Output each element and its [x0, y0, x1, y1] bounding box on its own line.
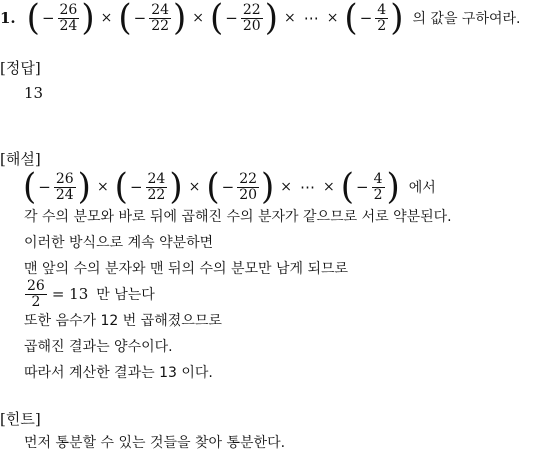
- times-sign: ×: [280, 179, 293, 195]
- solution-formula: [22, 168, 436, 206]
- minus-sign: −: [356, 178, 369, 196]
- ellipsis: ⋯: [303, 9, 319, 27]
- answer-value: 13: [24, 84, 44, 102]
- minus-sign: −: [133, 9, 147, 27]
- fraction-numerator: 22: [239, 170, 258, 187]
- solution-line-7: 따라서 계산한 결과는 13 이다.: [24, 365, 213, 381]
- paren-close: ): [173, 0, 187, 40]
- fraction-numerator: 26: [59, 1, 78, 18]
- fraction: [54, 172, 76, 203]
- problem-statement: [0, 0, 521, 40]
- hint-label: [힌트]: [0, 410, 41, 428]
- fraction: [146, 172, 168, 203]
- fraction-numerator: 24: [147, 170, 166, 187]
- solution-result: [24, 276, 155, 312]
- solution-line-1: 각 수의 분모와 바로 뒤에 곱해진 수의 분자가 같으므로 서로 약분된다.: [24, 209, 452, 225]
- times-sign: ×: [96, 179, 109, 195]
- paren-open: (: [210, 0, 224, 40]
- times-sign: ×: [323, 179, 335, 195]
- result-text: 만 남는다: [96, 287, 155, 303]
- minus-sign: −: [41, 9, 55, 27]
- fraction-denominator: 20: [242, 17, 261, 34]
- fraction-numerator: 4: [373, 170, 383, 187]
- fraction-denominator: 22: [147, 186, 166, 203]
- problem-number: 1.: [0, 9, 16, 27]
- solution-line-2: 이러한 방식으로 계속 약분하면: [24, 235, 214, 251]
- paren-open: (: [114, 166, 128, 208]
- fraction-denominator: 24: [59, 17, 78, 34]
- fraction-denominator: 20: [239, 186, 258, 203]
- paren-open: (: [26, 0, 40, 40]
- paren-close: ): [77, 166, 91, 208]
- fraction: [241, 3, 263, 34]
- fraction-numerator: 26: [55, 170, 74, 187]
- paren-close: ): [81, 0, 95, 40]
- fraction-denominator: 24: [55, 186, 74, 203]
- times-sign: ×: [283, 10, 296, 26]
- problem-formula: [26, 0, 405, 40]
- paren-close: ): [386, 166, 400, 208]
- paren-close: ): [264, 0, 278, 40]
- fraction: [237, 172, 259, 203]
- solution-line-5: 또한 음수가 12 번 곱해졌으므로: [24, 313, 222, 329]
- minus-sign: −: [225, 9, 238, 27]
- minus-sign: −: [359, 9, 373, 27]
- times-sign: ×: [326, 10, 339, 26]
- fraction: [375, 3, 388, 34]
- solution-line-6: 곱해진 결과는 양수이다.: [24, 339, 173, 355]
- solution-formula-suffix: 에서: [408, 180, 436, 196]
- result-fraction: [25, 279, 47, 310]
- fraction-numerator: 26: [27, 277, 45, 294]
- paren-close: ): [390, 0, 404, 40]
- minus-sign: −: [221, 178, 235, 196]
- paren-open: (: [340, 166, 355, 208]
- fraction-denominator: 2: [377, 17, 387, 34]
- hint-text: 먼저 통분할 수 있는 것들을 찾아 통분한다.: [24, 435, 286, 451]
- problem-suffix: 의 값을 구하여라.: [412, 11, 521, 27]
- times-sign: ×: [192, 10, 205, 26]
- fraction-denominator: 2: [31, 293, 41, 310]
- answer-label: [정답]: [0, 59, 41, 77]
- minus-sign: −: [38, 178, 51, 196]
- times-sign: ×: [188, 179, 201, 195]
- paren-close: ): [261, 166, 275, 208]
- minus-sign: −: [129, 178, 143, 196]
- result-equation: = 13: [51, 285, 89, 303]
- fraction-denominator: 22: [151, 17, 170, 34]
- times-sign: ×: [100, 10, 113, 26]
- solution-line-3: 맨 앞의 수의 분자와 맨 뒤의 수의 분모만 남게 되므로: [24, 261, 349, 277]
- ellipsis: ⋯: [300, 178, 316, 196]
- paren-open: (: [206, 166, 220, 208]
- fraction-numerator: 4: [377, 1, 387, 18]
- paren-open: (: [344, 0, 358, 40]
- fraction: [149, 3, 171, 34]
- paren-open: (: [118, 0, 132, 40]
- paren-close: ): [169, 166, 183, 208]
- fraction: [58, 3, 80, 34]
- fraction: [372, 172, 385, 203]
- fraction-denominator: 2: [373, 186, 383, 203]
- fraction-numerator: 22: [242, 1, 261, 18]
- fraction-numerator: 24: [151, 1, 170, 18]
- paren-open: (: [23, 166, 37, 208]
- solution-label: [해설]: [0, 150, 41, 168]
